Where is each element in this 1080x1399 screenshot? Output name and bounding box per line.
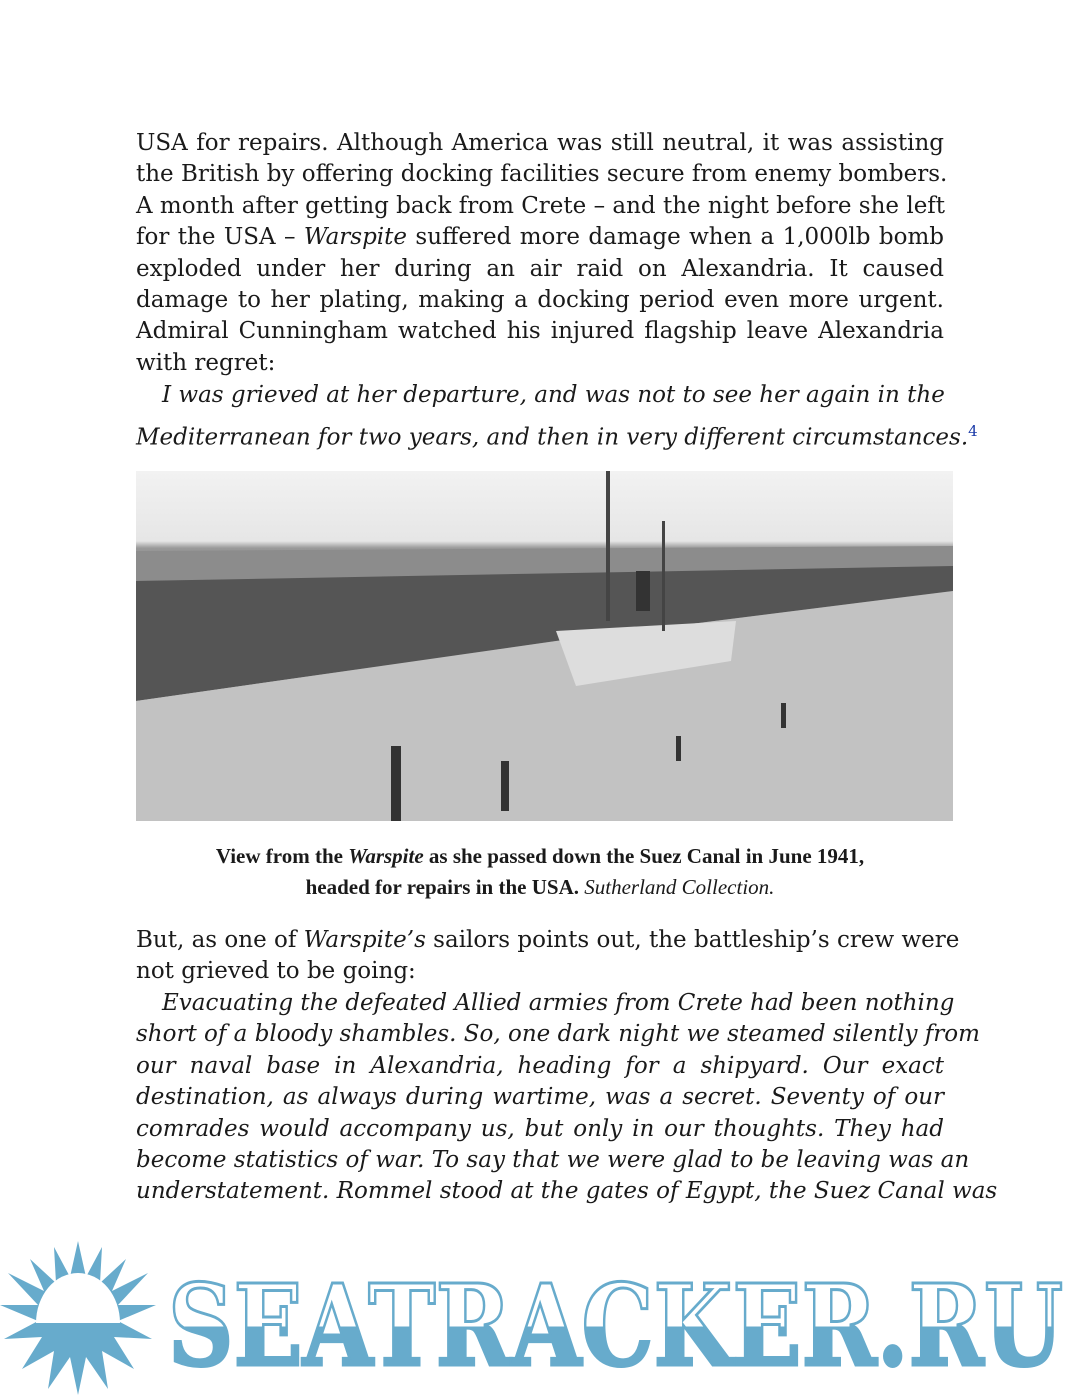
text-line: Admiral Cunningham watched his injured flagship leave Alexandria [136, 318, 944, 345]
quote-line: comrades would accompany us, but only in our thoughts. They had [136, 1115, 944, 1142]
quote-line: I was grieved at her departure, and was not to see her again in the [162, 382, 945, 408]
text: But, as one of [136, 927, 304, 953]
text-line [136, 925, 960, 956]
text: Mediterranean for two years, and then in very different circumstances. [136, 424, 969, 451]
quote-line: Evacuating the defeated Allied armies from Crete had been nothing [162, 990, 955, 1016]
text-line: with regret: [136, 349, 276, 376]
footnote-ref[interactable]: 4 [968, 422, 978, 440]
quote-line: understatement. Rommel stood at the gates of Egypt, the Suez Canal was [136, 1178, 998, 1205]
text: for the USA – [136, 224, 304, 251]
text-line: damage to her plating, making a docking period even more urgent. [136, 286, 944, 313]
quote-line: destination, as always during wartime, was a secret. Seventy of our [136, 1084, 944, 1111]
quote-line [136, 413, 978, 451]
text: View from the [215, 844, 349, 868]
watermark [0, 1235, 1080, 1395]
photo-credit: Sutherland Collection. [584, 875, 775, 899]
paragraph-1 [136, 128, 948, 379]
quote-line: our naval base in Alexandria, heading for a shipyard. Our exact [136, 1052, 944, 1079]
caption-line-2 [136, 872, 944, 903]
quote-sailor [136, 988, 998, 1208]
quote-line: short of a bloody shambles. So, one dark night we steamed silently from [136, 1021, 980, 1048]
paragraph-2 [136, 925, 960, 988]
caption-line-1 [136, 841, 944, 872]
photo-suez-canal [136, 471, 953, 821]
text-line: A month after getting back from Crete – and the night before she left [136, 192, 946, 219]
quote-line: become statistics of war. To say that we were glad to be leaving was an [136, 1146, 970, 1173]
sun-logo-icon [0, 1235, 1080, 1395]
quote-cunningham [136, 377, 978, 451]
text: suffered more damage when a 1,000lb bomb [407, 224, 945, 251]
text-line: exploded under her during an air raid on Alexandria. It caused [136, 255, 944, 282]
photo-caption [136, 841, 944, 903]
ship-name: Warspite [348, 844, 424, 868]
text-line: the British by offering docking facilities secure from enemy bombers. [136, 161, 948, 188]
photo-illustration [136, 471, 953, 821]
ship-name: Warspite [303, 224, 408, 251]
text-line: USA for repairs. Although America was still neutral, it was assisting [136, 130, 944, 156]
ship-name: Warspite’s [303, 927, 426, 953]
text-line: not grieved to be going: [136, 958, 416, 985]
text: as she passed down the Suez Canal in June 1941, [423, 844, 865, 868]
watermark-text: SEATRACKER.RU [168, 1261, 1063, 1392]
text: sailors points out, the battleship’s crew were [425, 927, 960, 953]
text: headed for repairs in the USA. [305, 875, 579, 899]
text-line [136, 222, 944, 253]
